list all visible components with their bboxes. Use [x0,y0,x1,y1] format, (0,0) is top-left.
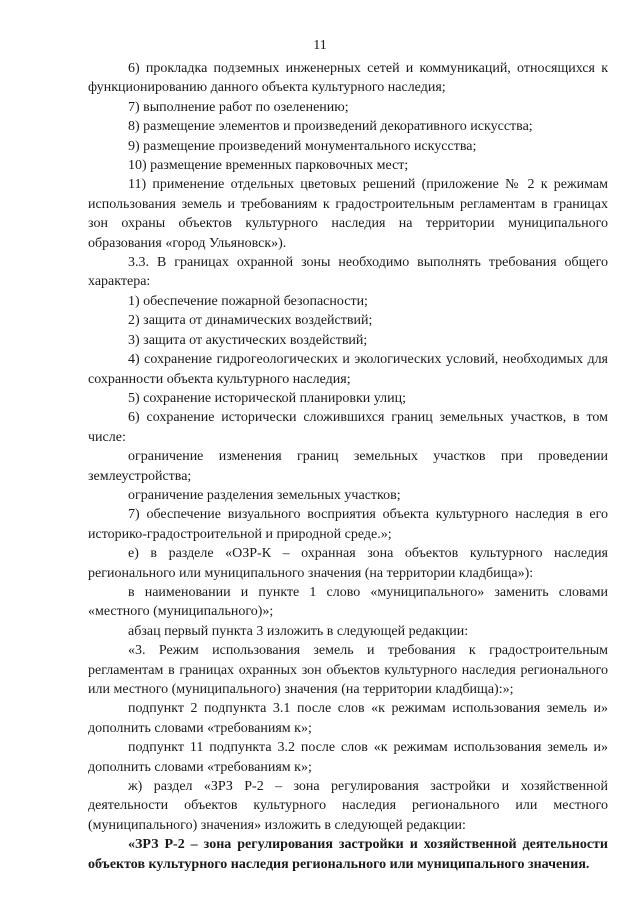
paragraph-zone-title: «ЗРЗ Р-2 – зона регулирования застройки и хозяйственной деятельности объектов культурного наследия регионального или муниципального значения. [88,837,608,872]
paragraph-subpoint-11: подпункт 11 подпункта 3.2 после слов «к режимам использования земель и» дополнить словами «требованиям к»; [88,740,608,775]
paragraph-item-6: 6) прокладка подземных инженерных сетей и коммуникаций, относящихся к функционированию данного объекта культурного наследия; [88,61,608,96]
paragraph-requirement-4: 4) сохранение гидрогеологических и экологических условий, необходимых для сохранности объекта культурного наследия; [88,352,608,387]
paragraph-subpoint-2: подпункт 2 подпункта 3.1 после слов «к режимам использования земель и» дополнить словами «требованиям к»; [88,701,608,736]
page-number: 11 [313,38,327,53]
paragraph-requirement-5: 5) сохранение исторической планировки улиц; [128,390,407,406]
paragraph-requirement-7: 7) обеспечение визуального восприятия объекта культурного наследия в его историко-градостроительной и природной среде.»; [88,507,608,542]
paragraph-requirement-6: 6) сохранение исторически сложившихся границ земельных участков, в том числе: [88,410,608,445]
paragraph-item-10: 10) размещение временных парковочных мест; [128,158,409,174]
paragraph-requirement-2: 2) защита от динамических воздействий; [128,313,373,329]
paragraph-point-3-intro: абзац первый пункта 3 изложить в следующей редакции: [128,623,469,639]
paragraph-requirement-1: 1) обеспечение пожарной безопасности; [128,293,368,309]
paragraph-section-zh: ж) раздел «ЗРЗ Р-2 – зона регулирования застройки и хозяйственной деятельности объектов культурного наследия регионального или местного (муниципального) значения» изложить в следующей редакции: [88,779,608,833]
paragraph-rename: в наименовании и пункте 1 слово «муниципального» заменить словами «местного (муниципального)»; [88,584,608,620]
paragraph-section-3-3: 3.3. В границах охранной зоны необходимо выполнять требования общего характера: [88,255,608,290]
document-body [88,59,608,874]
paragraph-item-9: 9) размещение произведений монументального искусства; [128,138,477,154]
paragraph-restriction-boundaries: ограничение изменения границ земельных участков при проведении землеустройства; [88,449,608,484]
paragraph-restriction-division: ограничение разделения земельных участков; [128,487,401,503]
paragraph-requirement-3: 3) защита от акустических воздействий; [128,332,368,348]
paragraph-item-11: 11) применение отдельных цветовых решений (приложение № 2 к режимам использования земель и требованиям к градостроительным регламентам в границах зон охраны объектов культурного наследия на территории муниципального образования «город Ульяновск»). [88,177,608,251]
paragraph-item-8: 8) размещение элементов и произведений декоративного искусства; [128,119,533,135]
paragraph-point-3-text: «3. Режим использования земель и требования к градостроительным регламентам в границах охранных зон объектов культурного наследия регионального или местного (муниципального) значения (на территории кладбища):»; [88,643,608,697]
paragraph-section-e: е) в разделе «ОЗР-К – охранная зона объектов культурного наследия регионального или муниципального значения (на территории кладбища»): [88,546,608,581]
paragraph-item-7: 7) выполнение работ по озеленению; [128,99,349,115]
